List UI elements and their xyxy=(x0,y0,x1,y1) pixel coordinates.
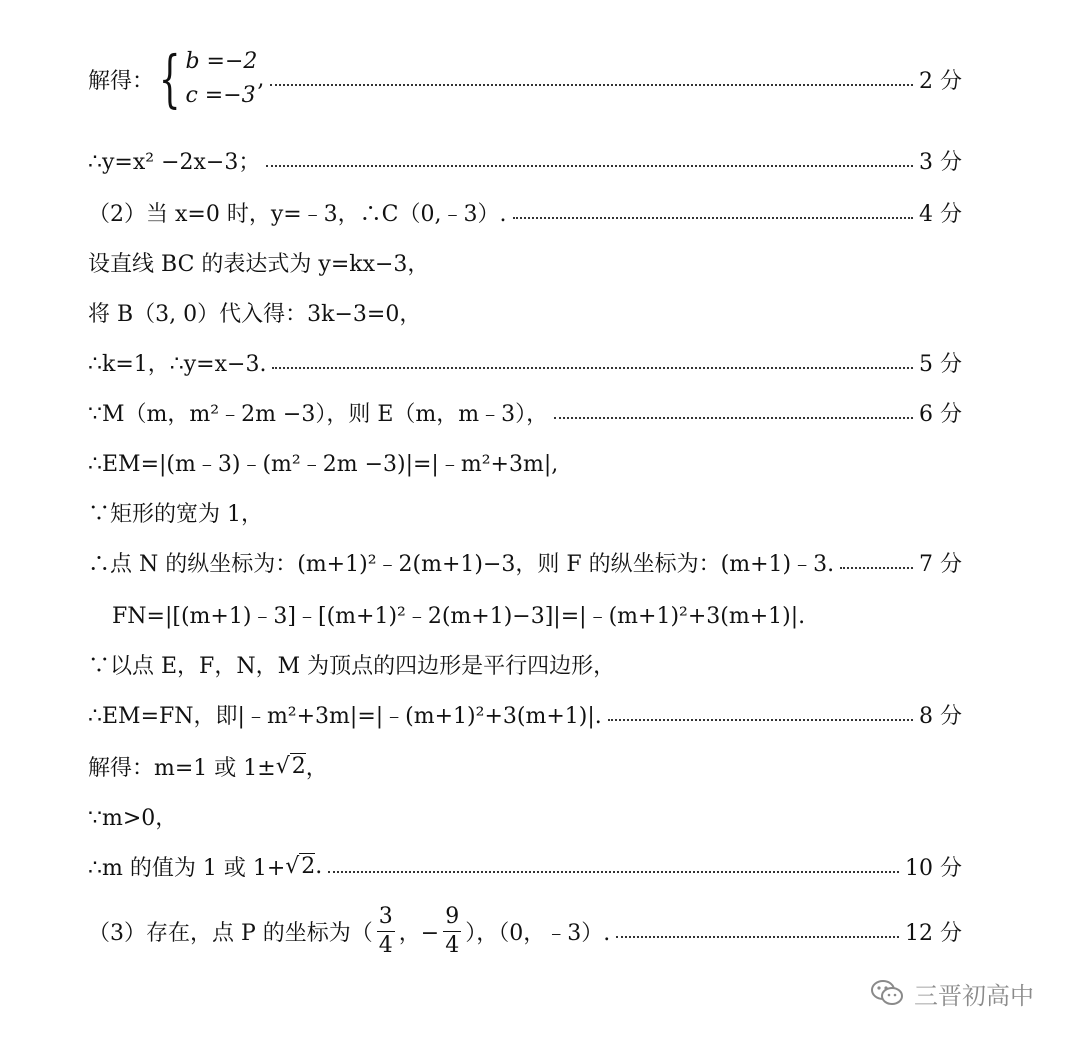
line-text-mid: ，− xyxy=(398,920,440,946)
line-text-pre: 解得：m=1 或 1± xyxy=(88,755,276,781)
system-comma: , xyxy=(257,66,265,92)
line-text: ∵以点 E，F，N，M 为顶点的四边形是平行四边形， xyxy=(88,653,616,679)
solution-line-15 xyxy=(88,796,962,836)
solution-line-10 xyxy=(88,542,962,582)
sqrt-arg: 2 xyxy=(291,753,306,779)
fraction-numerator: 3 xyxy=(377,903,395,932)
score-mark: 6 分 xyxy=(919,401,962,427)
score-mark: 8 分 xyxy=(919,703,962,729)
solution-line-6 xyxy=(88,342,962,382)
sqrt-expression xyxy=(285,854,315,879)
line-text: 将 B（3, 0）代入得：3k−3=0， xyxy=(88,301,422,327)
line-text-pre: （3）存在，点 P 的坐标为（ xyxy=(88,920,373,946)
solution-line-7 xyxy=(88,392,962,432)
dotted-leader xyxy=(554,417,913,419)
line-text: （2）当 x=0 时，y=﹣3，∴C（0,﹣3）. xyxy=(88,201,507,227)
fraction-denominator: 4 xyxy=(378,932,393,958)
left-brace: { xyxy=(158,42,181,115)
line-text-post: ， xyxy=(305,755,328,781)
solution-line-12 xyxy=(88,644,962,684)
fraction-3-4 xyxy=(377,903,395,960)
line-text: 设直线 BC 的表达式为 y=kx−3， xyxy=(88,251,430,277)
system-row-b: b =−2 xyxy=(185,49,258,74)
solution-line-3 xyxy=(88,192,962,232)
dotted-leader xyxy=(840,567,913,569)
line-text: ∵m>0， xyxy=(88,805,178,831)
solution-line-4 xyxy=(88,242,962,282)
solution-line-9 xyxy=(88,492,962,532)
line-text: ∴y=x² −2x−3； xyxy=(88,149,261,175)
score-mark: 4 分 xyxy=(919,201,962,227)
watermark xyxy=(870,972,1034,1014)
line-text: ∵矩形的宽为 1， xyxy=(88,501,263,527)
dotted-leader xyxy=(272,367,913,369)
line-text-pre: ∴m 的值为 1 或 1+ xyxy=(88,855,286,881)
fraction-9-4 xyxy=(443,903,461,960)
score-mark: 7 分 xyxy=(919,551,962,577)
solution-line-17 xyxy=(88,900,962,962)
fraction-denominator: 4 xyxy=(445,932,460,958)
score-mark: 5 分 xyxy=(919,351,962,377)
dotted-leader xyxy=(270,84,913,86)
line-text: FN=|[(m+1)﹣3]﹣[(m+1)²﹣2(m+1)−3]|=|﹣(m+1)²+3(m+1)|. xyxy=(112,603,806,629)
dotted-leader xyxy=(328,871,899,873)
sqrt-arg: 2 xyxy=(301,853,316,879)
solution-line-1 xyxy=(88,42,962,115)
solution-line-5 xyxy=(88,292,962,332)
sqrt-expression xyxy=(276,754,306,779)
dotted-leader xyxy=(266,165,913,167)
sqrt-sign: √ xyxy=(275,753,290,779)
dotted-leader xyxy=(513,217,914,219)
dotted-leader xyxy=(608,719,913,721)
line-text: ∵M（m，m²﹣2m −3），则 E（m，m﹣3）， xyxy=(88,401,549,427)
dotted-leader xyxy=(616,936,899,938)
line-text-post: . xyxy=(315,853,323,879)
line-text: ∴EM=FN，即|﹣m²+3m|=|﹣(m+1)²+3(m+1)|. xyxy=(88,703,602,729)
solution-line-2 xyxy=(88,140,962,180)
score-mark: 2 分 xyxy=(919,68,962,94)
system-row-c: c =−3 xyxy=(185,83,256,108)
line-text: ∴k=1，∴y=x−3. xyxy=(88,351,267,377)
line-text: ∴EM=|(m﹣3)﹣(m²﹣2m −3)|=|﹣m²+3m|, xyxy=(88,451,559,477)
wechat-icon xyxy=(870,978,904,1008)
score-mark: 3 分 xyxy=(919,149,962,175)
fraction-numerator: 9 xyxy=(443,903,461,932)
solution-line-14 xyxy=(88,746,962,786)
equation-system xyxy=(154,42,265,115)
watermark-label: 三晋初高中 xyxy=(914,981,1034,1010)
solution-line-8 xyxy=(88,442,962,482)
solution-line-11 xyxy=(112,594,962,634)
line-text: ∴点 N 的纵坐标为：(m+1)²﹣2(m+1)−3，则 F 的纵坐标为：(m+1)﹣3. xyxy=(88,551,835,577)
solution-line-13 xyxy=(88,694,962,734)
line-text-post: ），（0，﹣3）. xyxy=(465,920,611,946)
sqrt-sign: √ xyxy=(285,853,300,879)
solution-label: 解得： xyxy=(88,68,155,94)
score-mark: 10 分 xyxy=(905,855,962,881)
score-mark: 12 分 xyxy=(905,920,962,946)
solution-line-16 xyxy=(88,846,962,886)
